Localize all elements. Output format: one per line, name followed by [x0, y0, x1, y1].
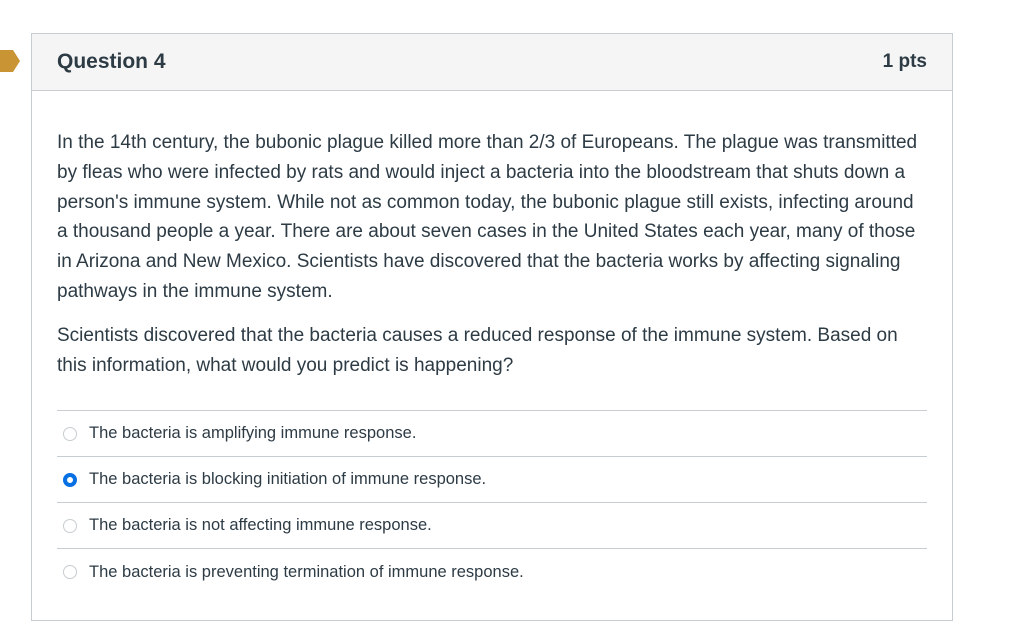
answer-label[interactable]: The bacteria is not affecting immune response.: [89, 516, 432, 535]
flag-marker-icon[interactable]: [0, 50, 20, 72]
answer-label[interactable]: The bacteria is amplifying immune response.: [89, 424, 417, 443]
radio-button[interactable]: [63, 427, 77, 441]
radio-button[interactable]: [63, 565, 77, 579]
question-text: [57, 128, 927, 380]
question-prompt: Scientists discovered that the bacteria causes a reduced response of the immune system. Based on this information, what would you predict is happening?: [57, 324, 898, 376]
answer-option[interactable]: [57, 457, 927, 503]
answer-option[interactable]: [57, 411, 927, 457]
answer-option[interactable]: [57, 503, 927, 549]
question-body: [32, 91, 952, 595]
answer-label[interactable]: The bacteria is blocking initiation of immune response.: [89, 470, 487, 489]
answer-list: [57, 410, 927, 595]
answer-label[interactable]: The bacteria is preventing termination of immune response.: [89, 562, 524, 581]
question-card: [31, 33, 953, 621]
question-title: Question 4: [57, 50, 166, 73]
radio-button[interactable]: [63, 519, 77, 533]
answer-option[interactable]: [57, 549, 927, 595]
question-points: 1 pts: [882, 51, 927, 72]
question-header: [32, 34, 952, 91]
question-paragraph: In the 14th century, the bubonic plague killed more than 2/3 of Europeans. The plague was transmitted by fleas who were infected by rats and would inject a bacteria into the bloodstream that shuts down a person's immune system. While not as common today, the bubonic plague still exists, infecting around a thousand people a year. There are about seven cases in the United States each year, many of those in Arizona and New Mexico. Scientists have discovered that the bacteria works by affecting signaling pathways in the immune system.: [57, 132, 918, 302]
radio-button[interactable]: [63, 473, 77, 487]
